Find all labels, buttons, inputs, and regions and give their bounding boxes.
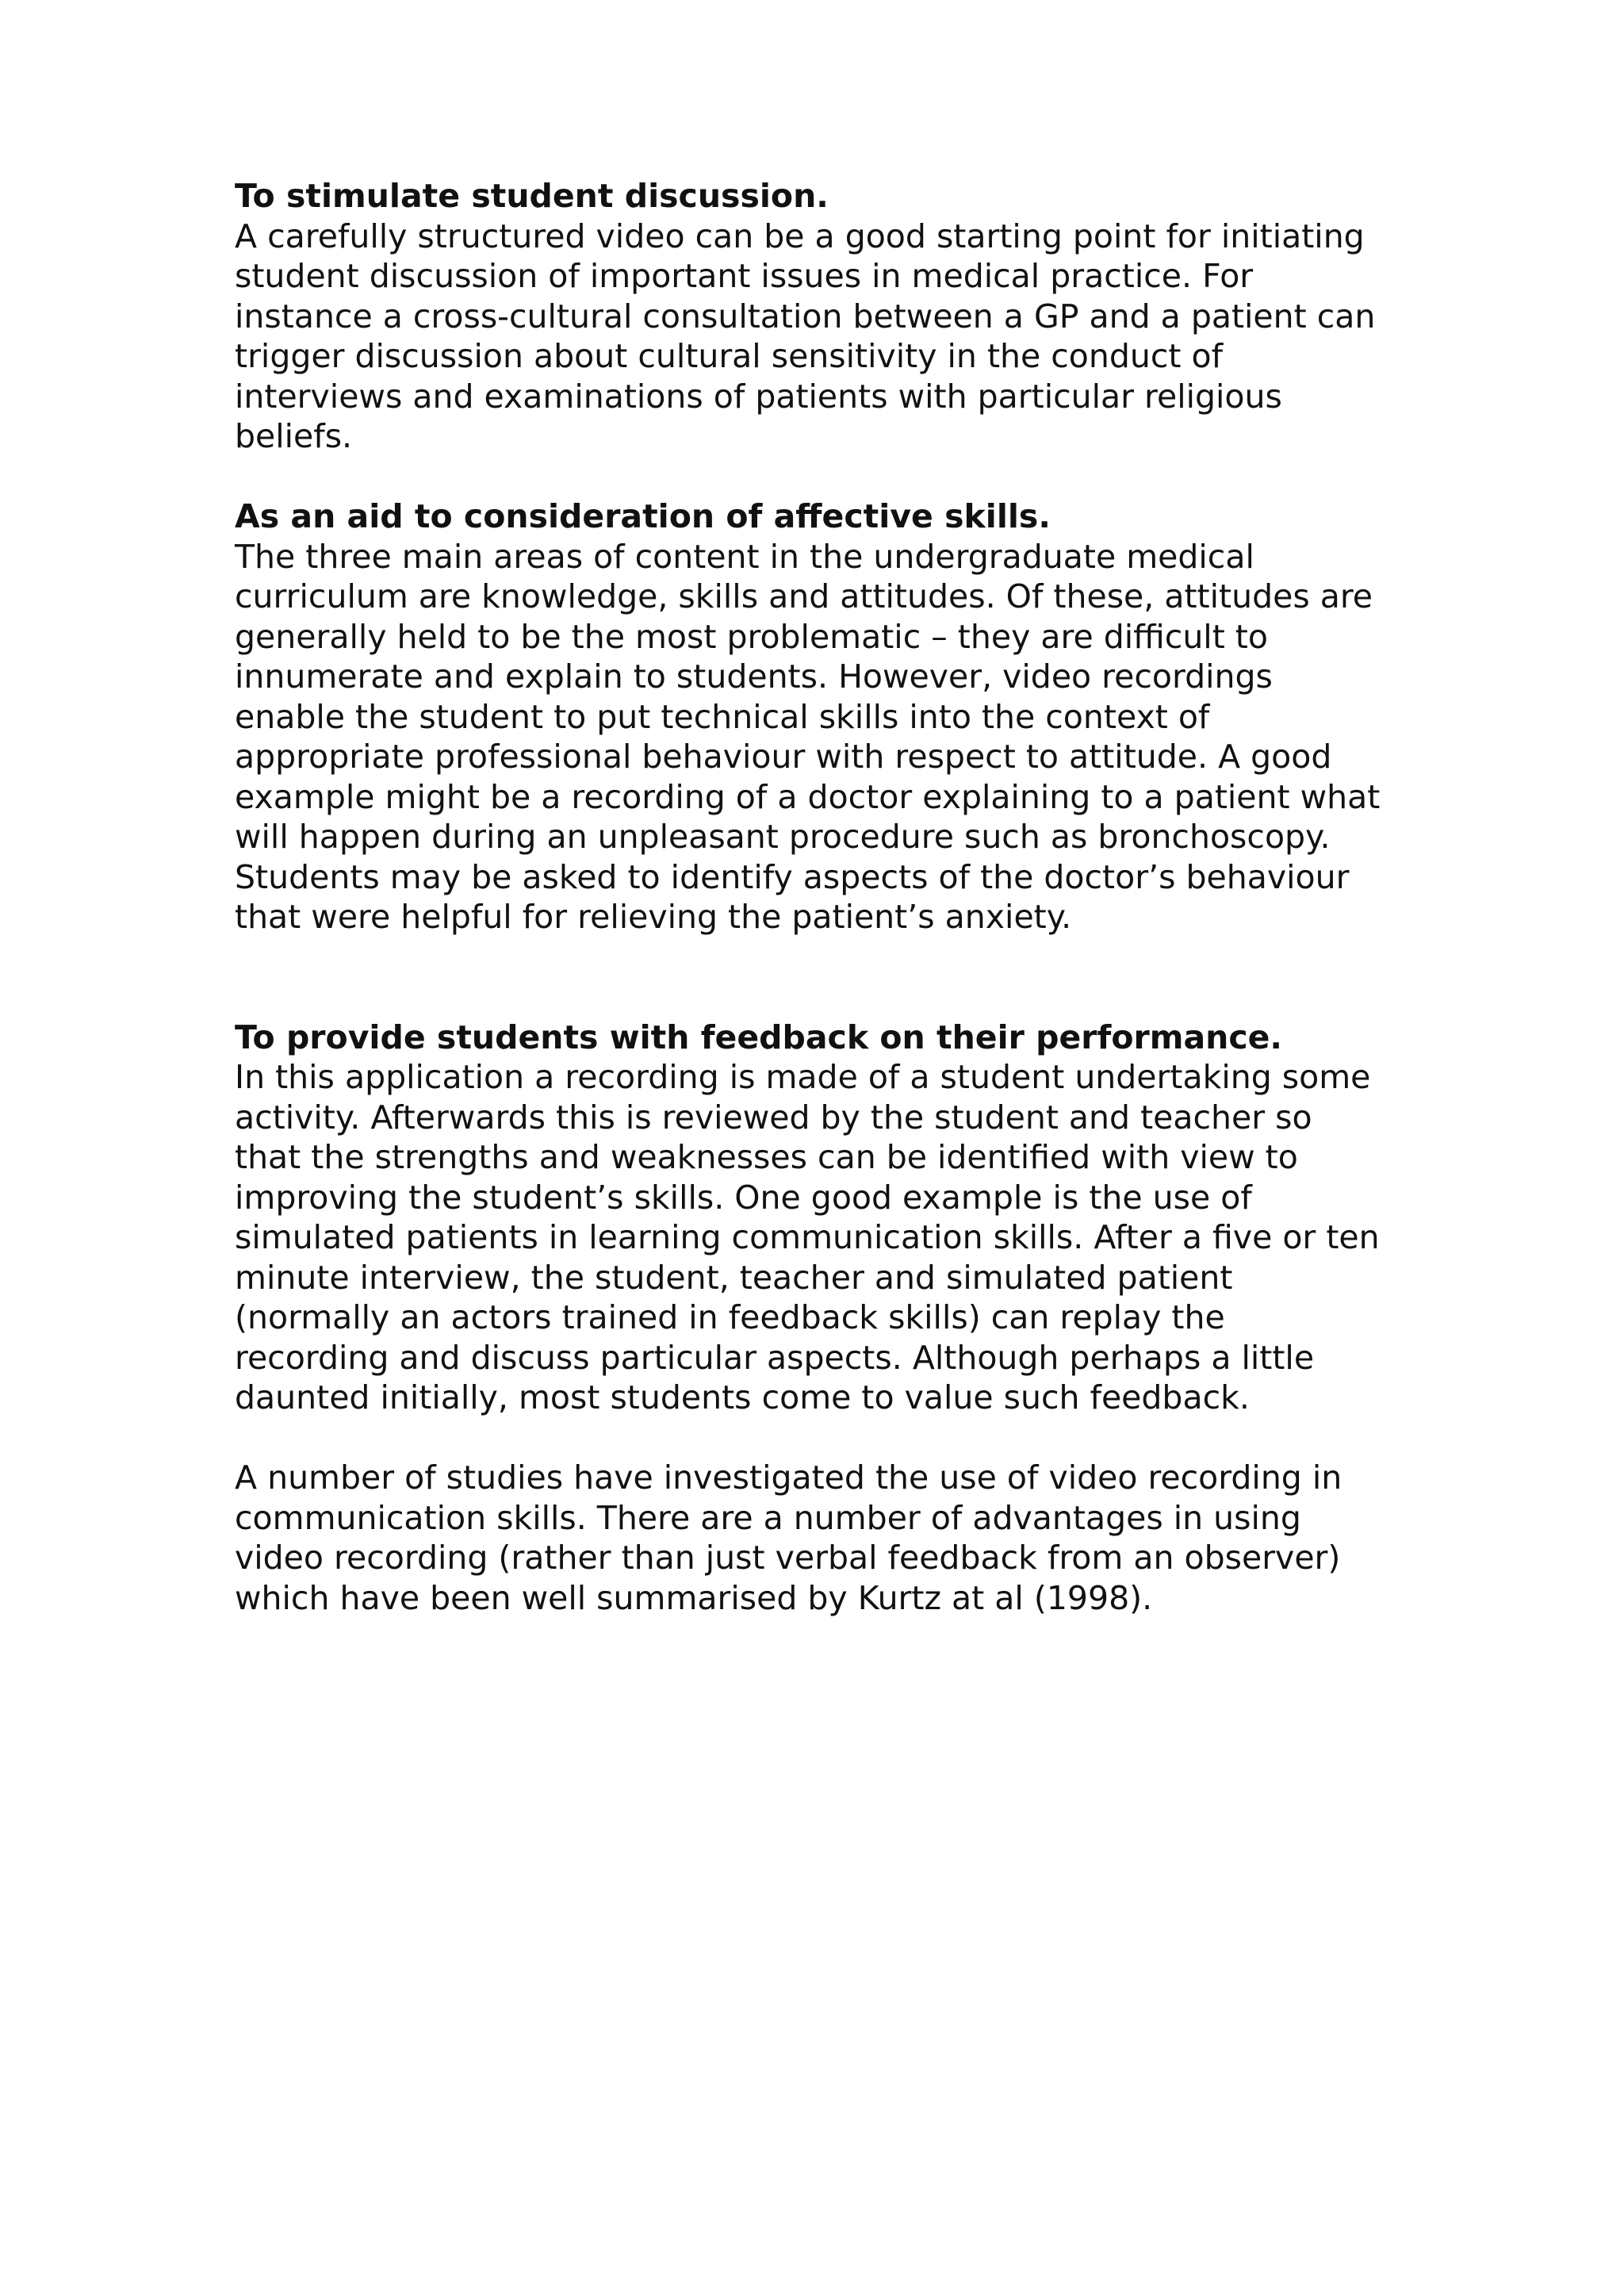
paragraph-line: example might be a recording of a doctor explaining to a patient what xyxy=(235,777,1381,816)
paragraph-line: will happen during an unpleasant procedure such as bronchoscopy. xyxy=(235,818,1331,856)
paragraph-spacer xyxy=(235,1418,1440,1458)
paragraph-line: Students may be asked to identify aspects of the doctor’s behaviour xyxy=(235,857,1350,896)
document-page xyxy=(235,176,1440,1618)
paragraph-line: instance a cross-cultural consultation between a GP and a patient can xyxy=(235,297,1376,335)
paragraph-line: beliefs. xyxy=(235,417,353,455)
paragraph-spacer xyxy=(235,457,1440,497)
closing-paragraph xyxy=(235,1458,1440,1618)
paragraph-line: innumerate and explain to students. However, video recordings xyxy=(235,657,1273,696)
section-affective-skills xyxy=(235,496,1440,937)
paragraph-line: (normally an actors trained in feedback skills) can replay the xyxy=(235,1298,1225,1336)
paragraph-line: which have been well summarised by Kurtz at al (1998). xyxy=(235,1578,1153,1617)
paragraph-line: that were helpful for relieving the patient’s anxiety. xyxy=(235,898,1072,936)
section-heading: As an aid to consideration of affective skills. xyxy=(235,497,1051,535)
paragraph-line: daunted initially, most students come to value such feedback. xyxy=(235,1378,1250,1416)
section-heading: To provide students with feedback on their performance. xyxy=(235,1018,1283,1056)
paragraph-line: communication skills. There are a number of advantages in using xyxy=(235,1498,1301,1537)
paragraph-line: generally held to be the most problematic – they are difficult to xyxy=(235,617,1268,656)
paragraph-line: minute interview, the student, teacher and simulated patient xyxy=(235,1258,1233,1297)
paragraph-line: improving the student’s skills. One good example is the use of xyxy=(235,1178,1252,1217)
paragraph-line: curriculum are knowledge, skills and attitudes. Of these, attitudes are xyxy=(235,577,1373,615)
paragraph-line: that the strengths and weaknesses can be identified with view to xyxy=(235,1138,1298,1176)
section-heading: To stimulate student discussion. xyxy=(235,177,829,215)
paragraph-line: In this application a recording is made of a student undertaking some xyxy=(235,1058,1371,1096)
paragraph-line: appropriate professional behaviour with respect to attitude. A good xyxy=(235,738,1332,776)
paragraph-line: recording and discuss particular aspects. Although perhaps a little xyxy=(235,1338,1315,1377)
paragraph-line: The three main areas of content in the undergraduate medical xyxy=(235,537,1254,576)
paragraph-line: interviews and examinations of patients with particular religious xyxy=(235,377,1282,416)
section-stimulate-discussion xyxy=(235,176,1440,457)
paragraph-line: video recording (rather than just verbal feedback from an observer) xyxy=(235,1539,1341,1577)
paragraph-line: trigger discussion about cultural sensitivity in the conduct of xyxy=(235,337,1224,375)
paragraph-line: A number of studies have investigated the use of video recording in xyxy=(235,1458,1342,1497)
paragraph-line: A carefully structured video can be a good starting point for initiating xyxy=(235,217,1365,255)
paragraph-line: activity. Afterwards this is reviewed by the student and teacher so xyxy=(235,1098,1312,1137)
paragraph-line: enable the student to put technical skills into the context of xyxy=(235,697,1210,736)
paragraph-line: student discussion of important issues in medical practice. For xyxy=(235,257,1254,295)
paragraph-spacer xyxy=(235,937,1440,1018)
section-feedback-performance xyxy=(235,1018,1440,1418)
paragraph-line: simulated patients in learning communication skills. After a five or ten xyxy=(235,1218,1380,1256)
